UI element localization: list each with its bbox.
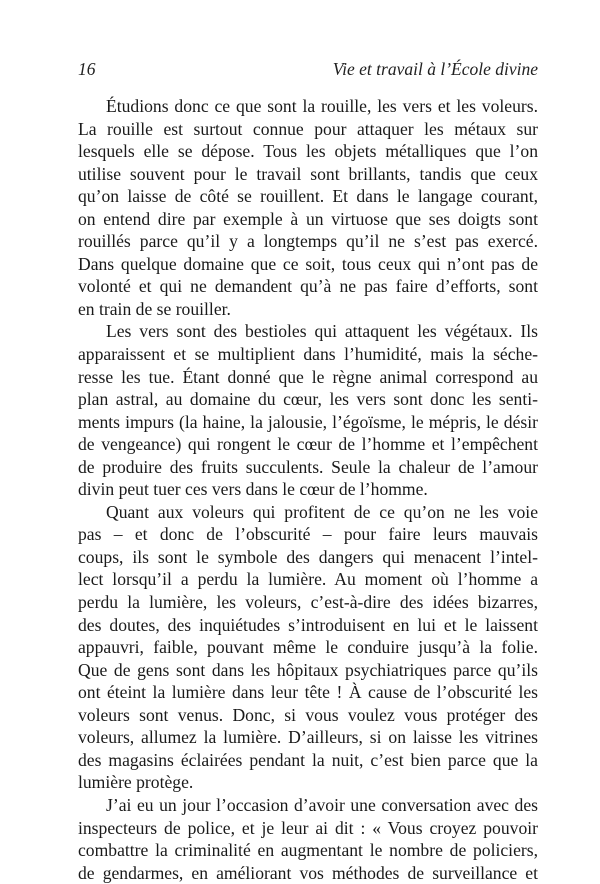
text-line: pas – et donc de l’obscurité – pour faire leurs mauvais — [78, 524, 538, 545]
page-number: 16 — [78, 59, 96, 79]
running-title: Vie et travail à l’École divine — [332, 59, 538, 79]
text-line: de vengeance) qui rongent le cœur de l’homme et l’empêchent — [78, 434, 538, 455]
text-line: en train de se rouiller. — [78, 298, 231, 319]
text-line: perdu la lumière, les voleurs, c’est-à-dire des idées bizarres, — [78, 592, 538, 613]
paragraph-thieves — [78, 501, 538, 794]
text-line: de gendarmes, en améliorant vos méthodes de surveillance et — [78, 862, 538, 883]
text-line: Que de gens sont dans les hôpitaux psychiatriques parce qu’ils — [78, 659, 538, 680]
page-header — [78, 58, 538, 80]
paragraph-police — [78, 794, 538, 884]
text-line: La rouille est surtout connue pour attaquer les métaux sur — [78, 118, 538, 139]
text-line: inspecteurs de police, et je leur ai dit : « Vous croyez pouvoir — [78, 817, 538, 838]
text-line: appauvri, faible, pouvant même le conduire jusqu’à la folie. — [78, 637, 538, 658]
paragraph-worms — [78, 320, 538, 500]
text-line: volonté et qui ne demandent qu’à ne pas faire d’efforts, sont — [78, 276, 538, 297]
text-line: Dans quelque domaine que ce soit, tous ceux qui n’ont pas de — [78, 253, 538, 274]
body-text — [78, 95, 538, 884]
text-line: des magasins éclairées pendant la nuit, c’est bien parce que la — [78, 749, 538, 770]
text-line: qu’on laisse de côté se rouillent. Et dans le langage courant, — [78, 186, 538, 207]
text-line: Quant aux voleurs qui profitent de ce qu’on ne les voie — [106, 501, 538, 522]
text-line: apparaissent et se multiplient dans l’humidité, mais la séche- — [78, 344, 538, 365]
text-line: on entend dire par exemple à un virtuose que ses doigts sont — [78, 208, 538, 229]
text-line: utilise souvent pour le travail sont brillants, tandis que ceux — [78, 163, 538, 184]
text-line: rouillés parce qu’il y a longtemps qu’il ne s’est pas exercé. — [78, 231, 538, 252]
text-line: voleurs sont venus. Donc, si vous voulez vous protéger des — [78, 704, 538, 725]
text-line: resse les tue. Étant donné que le règne animal correspond au — [78, 366, 538, 387]
text-line: combattre la criminalité en augmentant le nombre de policiers, — [78, 840, 538, 861]
paragraph-rust — [78, 95, 538, 320]
text-line: lect lorsqu’il a perdu la lumière. Au moment où l’homme a — [78, 569, 538, 590]
text-line: ments impurs (la haine, la jalousie, l’égoïsme, le mépris, le désir — [78, 411, 538, 432]
text-line: J’ai eu un jour l’occasion d’avoir une conversation avec des — [106, 794, 538, 815]
text-line: plan astral, au domaine du cœur, les vers sont donc les senti- — [78, 389, 538, 410]
text-line: ont éteint la lumière dans leur tête ! À cause de l’obscurité les — [78, 682, 538, 703]
text-line: de produire des fruits succulents. Seule la chaleur de l’amour — [78, 456, 538, 477]
text-line: lesquels elle se dépose. Tous les objets métalliques que l’on — [78, 141, 538, 162]
text-line: Les vers sont des bestioles qui attaquent les végétaux. Ils — [106, 321, 538, 342]
text-line: coups, ils sont le symbole des dangers qui menacent l’intel- — [78, 546, 538, 567]
text-line: voleurs, allumez la lumière. D’ailleurs, si on laisse les vitrines — [78, 727, 538, 748]
text-line: divin peut tuer ces vers dans le cœur de l’homme. — [78, 479, 428, 500]
text-line: des doutes, des inquiétudes s’introduisent en lui et le laissent — [78, 614, 538, 635]
text-line: Étudions donc ce que sont la rouille, les vers et les voleurs. — [106, 96, 538, 116]
text-line: lumière protège. — [78, 772, 194, 793]
